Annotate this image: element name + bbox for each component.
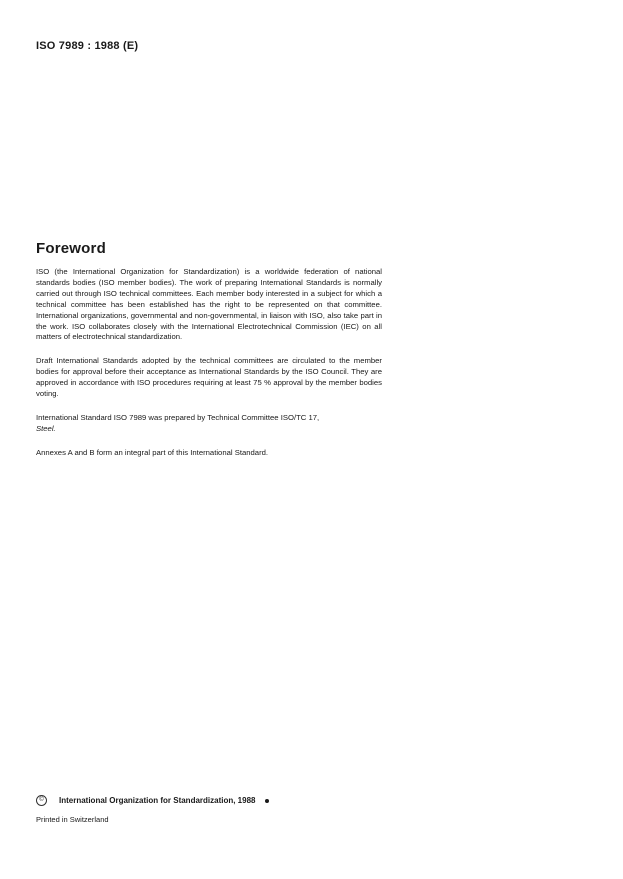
committee-name: Steel. xyxy=(36,423,56,433)
copyright-line xyxy=(36,795,336,806)
foreword-title: Foreword xyxy=(36,240,106,257)
bullet-icon xyxy=(265,799,269,803)
copyright-text: International Organization for Standardization, 1988 xyxy=(59,796,256,805)
foreword-paragraph-drafts: Draft International Standards adopted by the technical committees are circulated to the member bodies for approval before their acceptance as International Standards by the ISO Council. They are approved in accordance with ISO procedures requiring at least 75 % approval by the member bodies voting. xyxy=(36,356,382,399)
foreword-section xyxy=(36,240,382,472)
foreword-paragraph-annexes: Annexes A and B form an integral part of this International Standard. xyxy=(36,447,269,457)
foreword-paragraph-iso: ISO (the International Organization for Standardization) is a worldwide federation of national standards bodies (ISO member bodies). The work of preparing International Standards is normally carried out through ISO technical committees. Each member body interested in a subject for which a technical committee has been established has the right to be represented on that committee. International organizations, governmental and non-governmental, in liaison with ISO, also take part in the work. ISO collaborates closely with the International Electrotechnical Commission (IEC) on all matters of electrotechnical standardization. xyxy=(36,267,382,342)
foreword-paragraph-prepared xyxy=(36,413,382,435)
printed-in: Printed in Switzerland xyxy=(36,815,109,824)
copyright-icon: © xyxy=(36,795,47,806)
prepared-by-text: International Standard ISO 7989 was prepared by Technical Committee ISO/TC 17, xyxy=(36,412,320,422)
footer xyxy=(36,795,336,824)
document-id: ISO 7989 : 1988 (E) xyxy=(36,40,139,52)
